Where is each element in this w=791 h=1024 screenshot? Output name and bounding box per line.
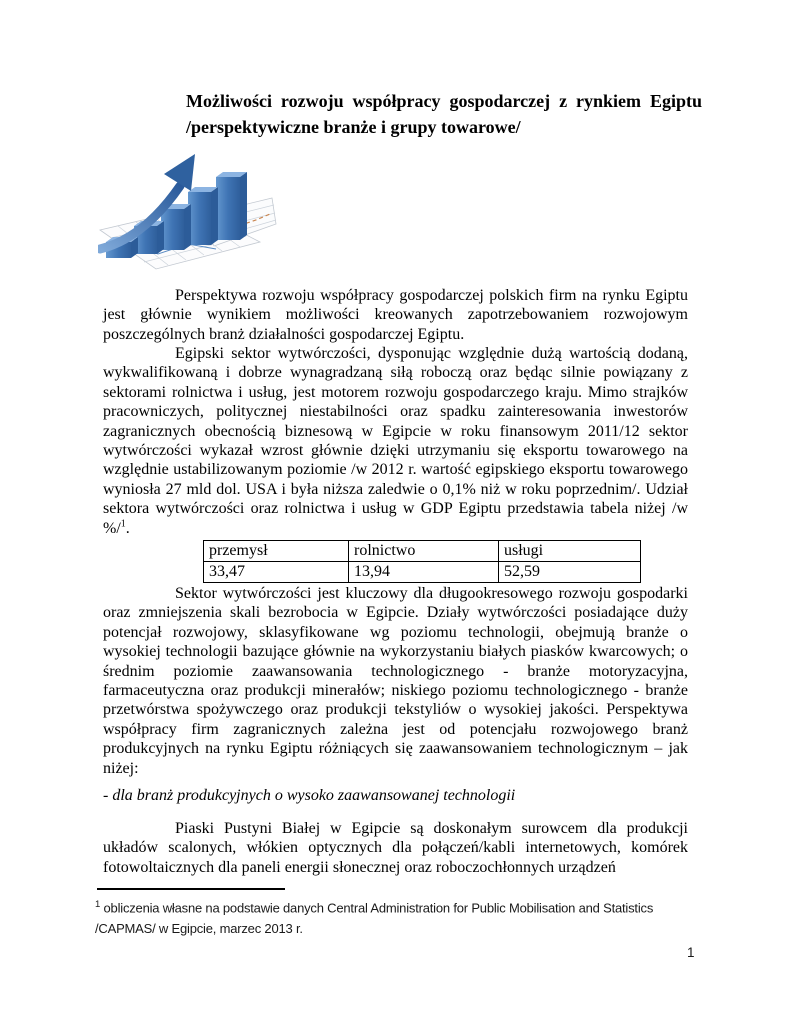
- gdp-share-table: [203, 540, 641, 583]
- paragraph-text: [103, 344, 688, 538]
- title-line-1: Możliwości rozwoju współpracy gospodarczej z rynkiem Egiptu: [186, 91, 702, 111]
- paragraph-intro: [103, 286, 688, 344]
- paragraph-text-segment: Egipski sektor wytwórczości, dysponując względnie dużą wartością dodaną, wykwalifikowaną i dobrze wynagradzaną siłą roboczą oraz będąc silnie powiązany z sektorami rolnictwa i usług, jest motorem rozwoju gospodarczego kraju. Mimo strajków pracowniczych, politycznej niestabilności oraz spadku zainteresowania inwestorów zagranicznych obecnością biznesową w Egipcie w roku finansowym 2011/12 sektor wytwórczości wykazał wzrost głównie dzięki utrzymaniu się eksportu towarowego na względnie ustabilizowanym poziomie /w 2012 r. wartość egipskiego eksportu towarowego wyniosła 27 mld dol. USA i była niższa zaledwie o 0,1% niż w roku poprzednim/. Udział sektora wytwórczości oraz rolnictwa i usług w GDP Egiptu przedstawia tabela niżej /w %/: [103, 345, 688, 537]
- paragraph-text: Perspektywa rozwoju współpracy gospodarczej polskich firm na rynku Egiptu jest głównie wynikiem możliwości kreowanych zapotrzebowaniem rozwojowym poszczególnych branż działalności gospodarczej Egiptu.: [103, 287, 688, 343]
- footnote-reference-marker: 1: [120, 518, 126, 530]
- paragraph-manufacturing-sector: [103, 344, 688, 538]
- table-header-cell-rolnictwo: rolnictwo: [349, 541, 499, 562]
- table-header-cell-uslugi: usługi: [499, 541, 641, 562]
- table-value-cell-przemysl: 33,47: [204, 562, 349, 583]
- paragraph-white-desert-sands: [103, 819, 688, 877]
- table-value-cell-rolnictwo: 13,94: [349, 562, 499, 583]
- paragraph-text: Sektor wytwórczości jest kluczowy dla długookresowego rozwoju gospodarki oraz zmniejszenia skali bezrobocia w Egipcie. Działy wytwórczości posiadające duży potencjał rozwojowy, sklasyfikowane wg poziomu technologii, obejmują branże o wysokiej technologii bazujące głównie na wykorzystaniu białych piasków kwarcowych; o średnim poziomie zaawansowania technologicznego - branże motoryzacyjna, farmaceutyczna oraz produkcji minerałów; niskiego poziomu technologicznego - branże przetwórstwa spożywczego oraz produkcji tekstyliów o wysokiej jakości. Perspektywa współpracy firm zagranicznych zależna jest od potencjału rozwojowego branż produkcyjnych na rynku Egiptu różniących się zaawansowaniem technologicznym – jak niżej:: [103, 585, 688, 777]
- heading-text: - dla branż produkcyjnych o wysoko zaawansowanej technologii: [103, 787, 516, 804]
- page-number: 1: [687, 945, 695, 960]
- table-header-row: [204, 541, 641, 562]
- title-line-2: /perspektywiczne branże i grupy towarowe/: [186, 117, 521, 137]
- growth-bar-chart-clipart-icon: [98, 152, 278, 270]
- footnote: [95, 894, 707, 939]
- table-value-row: [204, 562, 641, 583]
- paragraph-text: Piaski Pustyni Białej w Egipcie są doskonałym surowcem dla produkcji układów scalonych, włókien optycznych dla połączeń/kabli internetowych, komórek fotowoltaicznych dla paneli energii słonecznej oraz roboczochłonnych urządzeń: [103, 820, 688, 876]
- table-value-cell-uslugi: 52,59: [499, 562, 641, 583]
- table-header-cell-przemysl: przemysł: [204, 541, 349, 562]
- footnote-number: 1: [95, 899, 101, 910]
- document-title: [186, 88, 702, 140]
- paragraph-text-segment: .: [125, 519, 130, 537]
- footnote-text: obliczenia własne na podstawie danych Central Administration for Public Mobilisation and Statistics /CAPMAS/ w Egipcie, marzec 2013 r.: [95, 900, 654, 937]
- footnote-separator-line: [97, 888, 285, 890]
- section-heading-high-tech: [103, 786, 688, 805]
- paragraph-sector-potential: [103, 584, 688, 778]
